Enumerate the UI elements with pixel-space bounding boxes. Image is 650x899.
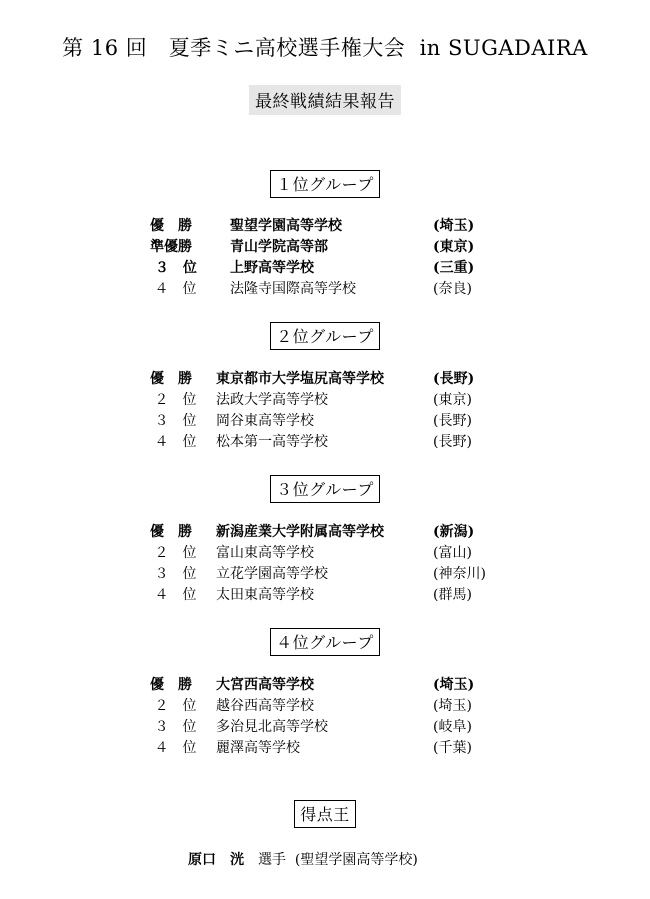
school-name: 東京都市大学塩尻高等学校 [216,371,384,387]
school-name: 岡谷東高等学校 [216,413,314,429]
school-name: 越谷西高等学校 [216,698,314,714]
rank-label: ３ 位 [150,566,197,582]
rank-label: ３ 位 [150,719,197,735]
group-3-heading-wrap [0,475,650,503]
school-name: 青山学院高等部 [230,239,328,255]
school-name: 上野高等学校 [230,260,314,276]
rank-label: ２ 位 [150,698,197,714]
rank-label: ３ 位 [150,260,197,276]
rank-label: ４ 位 [150,587,197,603]
prefecture: (三重) [433,260,475,276]
top-scorer-line [188,849,418,869]
prefecture: (埼玉) [433,677,475,693]
prefecture: (東京) [433,239,475,255]
school-name: 立花学園高等学校 [216,566,328,582]
school-name: 法隆寺国際高等学校 [230,281,356,297]
school-name: 法政大学高等学校 [216,392,328,408]
prefecture: (東京) [433,392,472,408]
top-scorer-name: 原口 洸 [188,852,244,868]
school-name: 太田東高等学校 [216,587,314,603]
prefecture: (奈良) [433,281,472,297]
school-name: 新潟産業大学附属高等学校 [216,524,384,540]
prefecture: (埼玉) [433,698,472,714]
group-3-heading: ３位グループ [270,475,380,503]
prefecture: (神奈川) [433,566,486,582]
prefecture: (長野) [433,371,475,387]
subtitle-wrap [0,85,650,115]
school-name: 聖望学園高等学校 [230,218,342,234]
school-name: 麗澤高等学校 [216,740,300,756]
school-name: 大宮西高等学校 [216,677,314,693]
group-1-heading: １位グループ [270,170,380,198]
group-4-heading: ４位グループ [270,628,380,656]
top-scorer-school: (聖望学園高等学校) [294,852,418,868]
rank-label: ２ 位 [150,545,197,561]
top-scorer-suffix: 選手 [258,852,286,868]
prefecture: (長野) [433,434,472,450]
rank-label: ４ 位 [150,434,197,450]
prefecture: (長野) [433,413,472,429]
prefecture: (岐阜) [433,719,472,735]
rank-label: 優 勝 [150,218,192,234]
prefecture: (群馬) [433,587,472,603]
rank-label: ４ 位 [150,281,197,297]
rank-label: 準優勝 [150,239,192,255]
top-scorer-heading-wrap [0,800,650,828]
rank-label: ２ 位 [150,392,197,408]
prefecture: (富山) [433,545,472,561]
top-scorer-heading: 得点王 [294,800,356,828]
school-name: 多治見北高等学校 [216,719,328,735]
school-name: 松本第一高等学校 [216,434,328,450]
rank-label: ３ 位 [150,413,197,429]
rank-label: ４ 位 [150,740,197,756]
rank-label: 優 勝 [150,524,192,540]
page-title: 第 16 回 夏季ミニ高校選手権大会 in SUGADAIRA [62,36,588,60]
group-4-heading-wrap [0,628,650,656]
prefecture: (千葉) [433,740,472,756]
group-1-heading-wrap [0,170,650,198]
rank-label: 優 勝 [150,371,192,387]
school-name: 富山東高等学校 [216,545,314,561]
page-subtitle: 最終戦績結果報告 [249,85,401,115]
rank-label: 優 勝 [150,677,192,693]
group-2-heading-wrap [0,322,650,350]
prefecture: (新潟) [433,524,475,540]
group-2-heading: ２位グループ [270,322,380,350]
prefecture: (埼玉) [433,218,475,234]
